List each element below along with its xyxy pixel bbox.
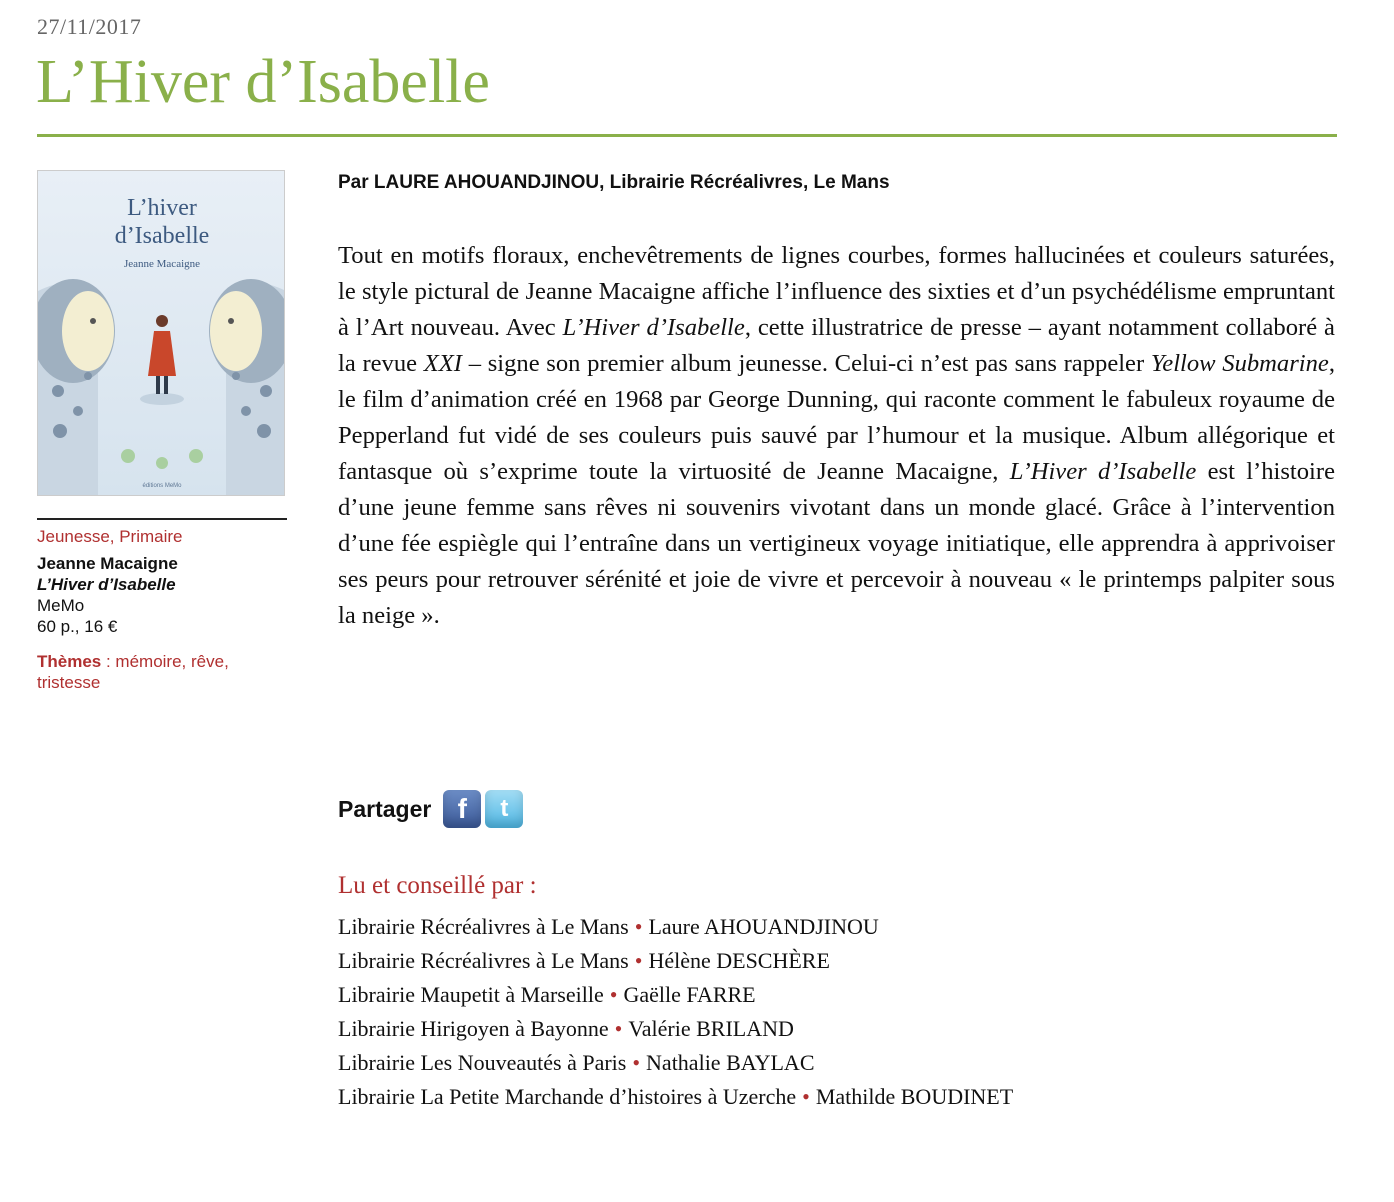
reader-link[interactable]: Laure AHOUANDJINOU [648,914,879,939]
share-label: Partager [338,795,432,822]
body-text: , cette illustratrice de presse – ayant notamment collaboré à la revue [338,314,1335,377]
themes-label: Thèmes [37,652,102,671]
body-italic: L’Hiver d’Isabelle [562,314,745,341]
bullet-separator: • [614,1016,623,1041]
reader-link[interactable]: Mathilde BOUDINET [815,1084,1014,1109]
facebook-icon[interactable]: f [443,790,481,828]
bullet-separator: • [634,948,643,973]
page-title: L’Hiver d’Isabelle [36,48,490,116]
bullet-separator: • [609,982,618,1007]
book-details: 60 p., 16 € [37,617,118,636]
themes-links[interactable]: mémoire, rêve, tristesse [37,652,229,692]
body-italic: L’Hiver d’Isabelle [1009,458,1197,485]
bullet-separator: • [634,914,643,939]
twitter-icon[interactable]: t [485,790,523,828]
shop-link[interactable]: Librairie La Petite Marchande d’histoires à Uzerche [338,1084,797,1109]
sidebar-divider [37,518,287,520]
book-info [37,518,287,693]
book-themes [37,651,287,693]
shop-link[interactable]: Librairie Hirigoyen à Bayonne [338,1016,609,1041]
book-cover[interactable] [37,170,285,496]
recommended-title: Lu et conseillé par : [338,872,537,899]
book-title: L’Hiver d’Isabelle [37,575,176,594]
recommended-list [338,910,1013,1114]
body-italic: XXI [423,350,463,377]
shop-link[interactable]: Librairie Les Nouveautés à Paris [338,1050,627,1075]
book-cover-illustration [38,171,285,496]
bullet-separator: • [802,1084,810,1109]
body-text: Tout en motifs floraux, enchevêtrements de lignes courbes, formes hallucinées et couleurs saturées, le style pictural de Jeanne Macaigne affiche l’influence des sixties et d’un psychédélisme empruntant à l’Art nouveau. Avec [338,242,1335,341]
list-item [338,978,1013,1012]
themes-separator: : [101,652,116,671]
body-text: , le film d’animation créé en 1968 par George Dunning, qui raconte comment le fabuleux royaume de Pepperland fut vidé de ses couleurs puis sauvé par l’humour et la musique. Album allégorique et fantasque où s’exprime toute la virtuosité de Jeanne Macaigne, [338,350,1335,485]
book-author: Jeanne Macaigne [37,554,178,573]
category-link[interactable]: Jeunesse, Primaire [37,527,183,546]
list-item [338,944,1013,978]
reader-link[interactable]: Valérie BRILAND [628,1016,794,1041]
body-italic: Yellow Submarine [1150,350,1329,377]
list-item [338,910,1013,944]
list-item [338,1012,1013,1046]
cover-title-line1: L’hiver [127,195,197,221]
reader-link[interactable]: Nathalie BAYLAC [646,1050,815,1075]
shop-link[interactable]: Librairie Maupetit à Marseille [338,982,604,1007]
reader-link[interactable]: Gaëlle FARRE [623,982,756,1007]
book-publisher: MeMo [37,596,85,615]
shop-link[interactable]: Librairie Récréalivres à Le Mans [338,948,629,973]
list-item [338,1046,1013,1080]
list-item [338,1080,1013,1114]
cover-author: Jeanne Macaigne [123,258,201,270]
article-date: 27/11/2017 [37,14,142,39]
shop-link[interactable]: Librairie Récréalivres à Le Mans [338,914,629,939]
body-text: est l’histoire d’une jeune femme sans rêves ni souvenirs vivotant dans un monde glacé. Grâce à l’intervention d’une fée espiègle qui l’entraîne dans un vertigineux voyage initiatique, elle apprendra à apprivoiser ses peurs pour retrouver sérénité et joie de vivre et percevoir à nouveau « le printemps palpiter sous la neige ». [338,458,1335,629]
reader-link[interactable]: Hélène DESCHÈRE [648,948,830,973]
article-byline: Par LAURE AHOUANDJINOU, Librairie Récréalivres, Le Mans [338,172,890,193]
bullet-separator: • [632,1050,641,1075]
body-text: – signe son premier album jeunesse. Celui-ci n’est pas sans rappeler [462,350,1151,377]
article-body [338,238,1335,634]
title-divider [37,134,1337,137]
share-bar [338,790,523,828]
cover-title-line2: d’Isabelle [114,223,210,249]
cover-publisher: éditions MeMo [142,483,182,489]
